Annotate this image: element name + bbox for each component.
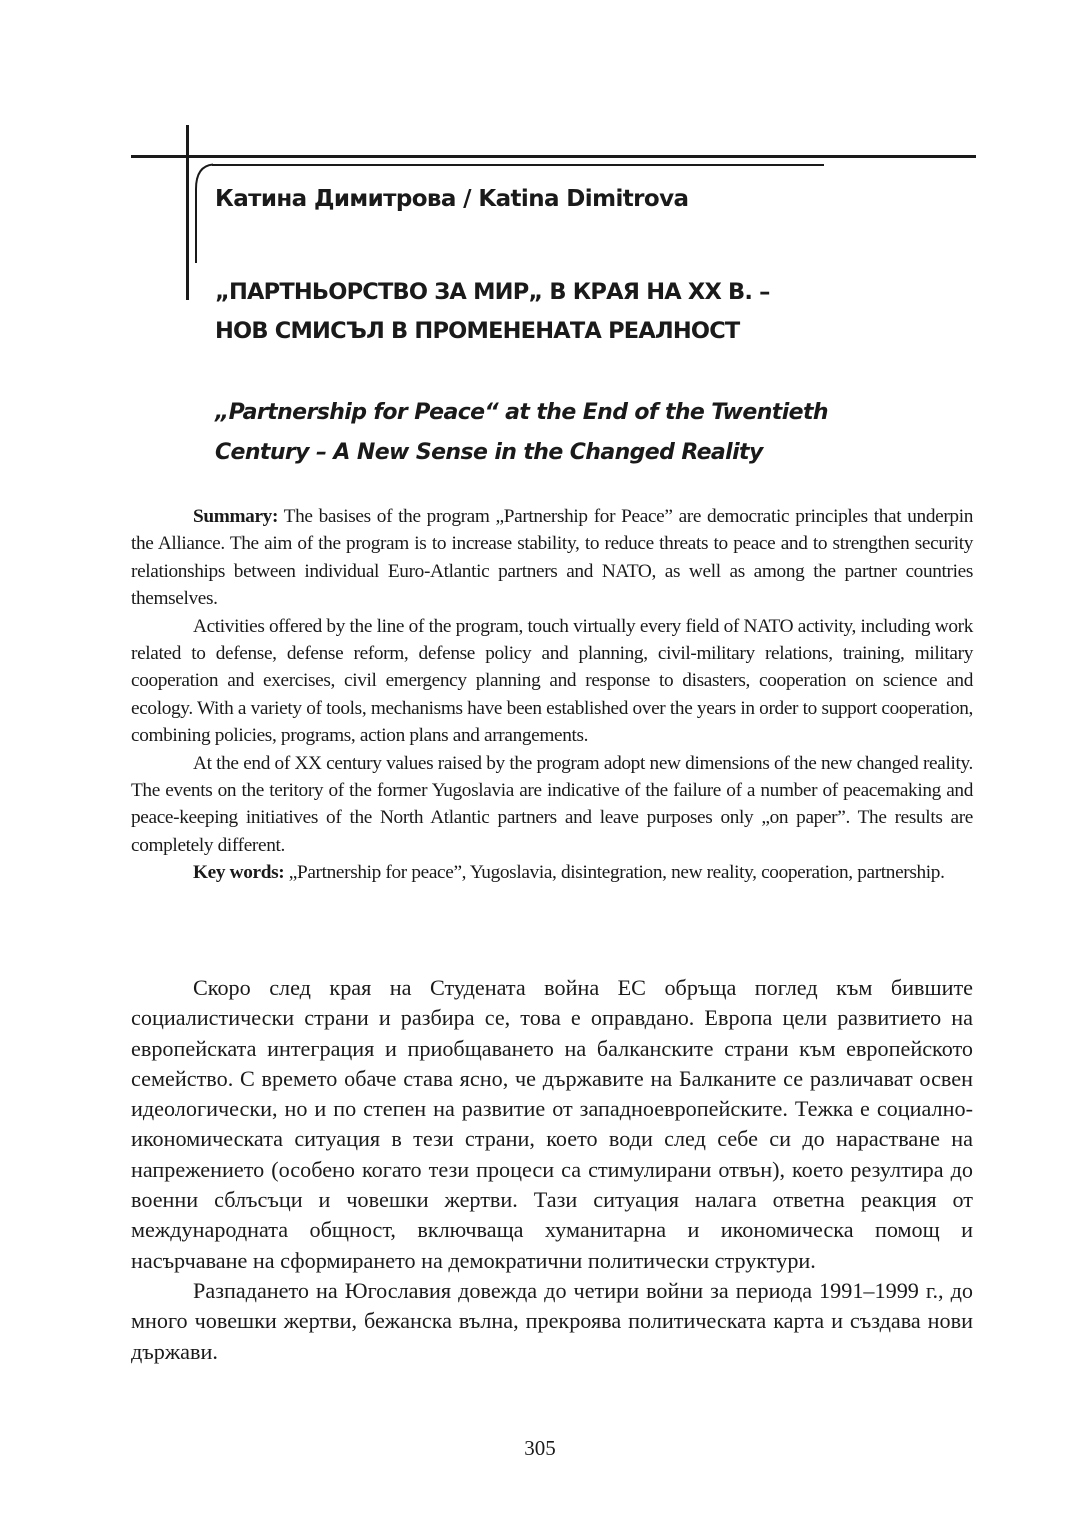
summary-label: Summary: xyxy=(193,506,279,527)
header-rule-curve xyxy=(193,163,217,263)
abstract-paragraph: Activities offered by the line of the program, touch virtually every field of NATO activity, including work related to defense, defense reform, defense policy and planning, civil-military relations, training, military cooperation and exercises, civil emergency planning and response to disasters, cooperation on science and ecology. With a variety of tools, mechanisms have been established over the years in order to support cooperation, combining policies, programs, action plans and arrangements. xyxy=(131,615,973,747)
author-name: Катина Димитрова / Katina Dimitrova xyxy=(215,186,689,212)
title-english xyxy=(215,393,1015,473)
title-bulgarian-line: „ПАРТНЬОРСТВО ЗА МИР„ В КРАЯ НА ХХ В. – xyxy=(215,279,770,305)
summary-text: The basises of the program „Partnership for Peace” are democratic principles that underpin the Alliance. The aim of the program is to increase stability, to reduce threats to peace and to strengthen security relationships between individual Euro-Atlantic partners and NATO, as well as among the partner countries themselves. xyxy=(131,506,973,610)
title-bulgarian-line: НОВ СМИСЪЛ В ПРОМЕНЕНАТА РЕАЛНОСТ xyxy=(215,318,740,344)
body-paragraph: Разпадането на Югославия довежда до четири войни за периода 1991–1999 г., до много човешки жертви, бежанска вълна, прекроява политическата карта и създава нови държави. xyxy=(131,1277,973,1364)
body-text xyxy=(131,973,973,1367)
abstract-paragraph: At the end of XX century values raised by the program adopt new dimensions of the new changed reality. The events on the teritory of the former Yugoslavia are indicative of the failure of a number of peacemaking and peace-keeping initiatives of the North Atlantic partners and leave purposes only „on paper”. The results are completely different. xyxy=(131,752,973,856)
title-bulgarian xyxy=(215,273,995,351)
keywords-label: Key words: xyxy=(193,862,285,884)
page-number: 305 xyxy=(524,1436,556,1460)
title-english-line: Century – A New Sense in the Changed Reality xyxy=(215,440,763,465)
title-english-line: „Partnership for Peace“ at the End of the Twentieth xyxy=(215,400,828,425)
keywords-text: „Partnership for peace”, Yugoslavia, disintegration, new reality, cooperation, partnership. xyxy=(284,862,945,884)
abstract xyxy=(131,503,973,887)
header-rule-top xyxy=(131,155,976,158)
header-rule-inner xyxy=(212,164,824,166)
abstract-keywords xyxy=(131,859,973,886)
body-paragraph: Скоро след края на Студената война ЕС обръща поглед към бившите социалистически страни и разбира се, това е оправдано. Европа цели развитието на европейската интеграция и приобщаването на балканските страни към европейското семейство. С времето обаче става ясно, че държавите на Балканите се различават освен идеологически, но и по степен на развитие от западноевропейските. Тежка е социално-икономическата ситуация в тези страни, което води след себе си до нарастване на напрежението (особено когато тези процеси са стимулирани отвън), което резултира до военни сблъсъци и човешки жертви. Тази ситуация налага ответна реакция от международната общност, включваща хуманитарна и икономическа помощ и насърчаване на сформирането на демократични политически структури. xyxy=(131,975,973,1273)
abstract-summary xyxy=(131,503,973,613)
header-rule-vertical xyxy=(186,125,189,300)
